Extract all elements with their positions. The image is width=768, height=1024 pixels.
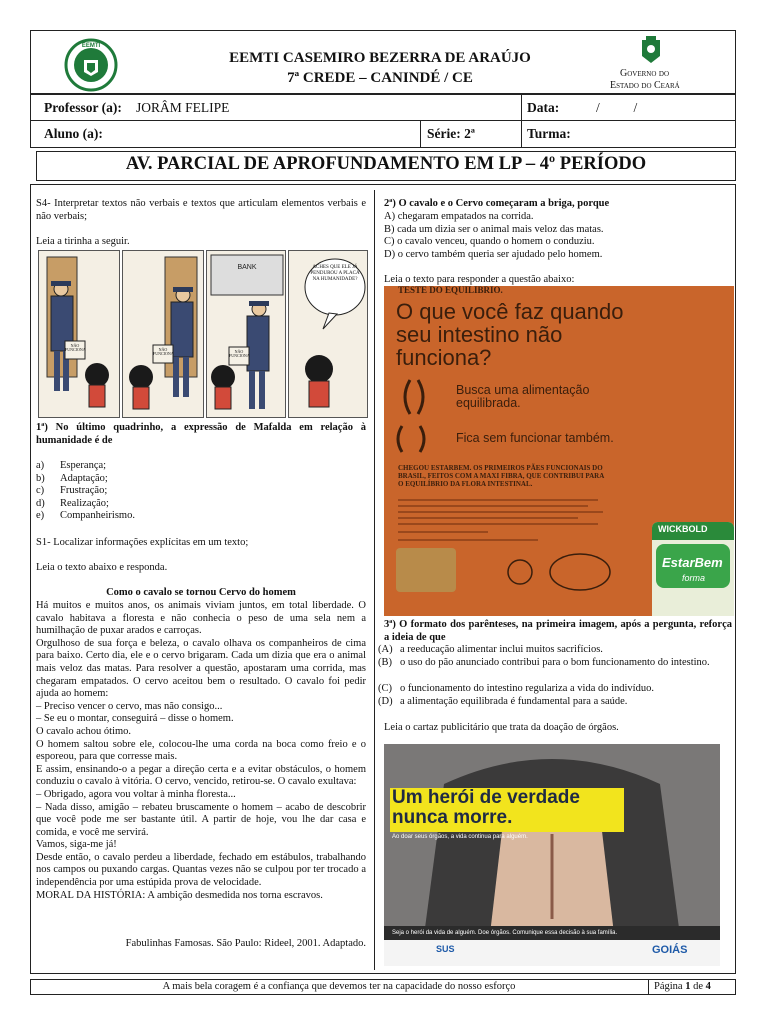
story-paragraph: Vamos, siga-me já! [36, 839, 117, 851]
ad1-fine-print [398, 496, 608, 544]
comic-speech-bubble: ACHES QUE ELE JÁ PENDUROU A PLACA NA HUMANIDADE? [310, 265, 360, 282]
ad1-chegou: CHEGOU ESTARBEM. OS PRIMEIROS PÃES FUNCIONAIS DO BRASIL, FEITOS COM A MAXI FIBRA, QUE CONTRIBUI PARA O EQUILÍBRIO DA FLORA INTESTINAL. [398, 464, 604, 488]
svg-text:BANK: BANK [237, 264, 257, 271]
date-label: Data: [527, 100, 560, 115]
story-paragraph: Há muitos e muitos anos, os animais viviam juntos, em total liberdade. O cavalo habitava a floresta e não conhecia o peso de uma sela nem a humilhação de puxar arados e carroças. [36, 600, 366, 637]
story-paragraph: – Nada disso, amigão – rebateu bruscamente o homem – acabo de descobrir que você pode me ser bastante útil. A partir de hoje, vou lhe dar casa e comida, e você me servirá. [36, 801, 366, 838]
ad1-product-sub: forma [682, 573, 706, 583]
comic-panel-4 [288, 250, 368, 418]
regional-office: 7ª CREDE – CANINDÉ / CE [287, 70, 473, 86]
question-2: 2ª) O cavalo e o Cervo começaram a briga, porque [384, 198, 610, 209]
option-letter: d) [36, 497, 45, 509]
form-divider-v1 [521, 94, 522, 148]
ad2-logo-goias: GOIÁS [652, 944, 688, 956]
question-1-option[interactable] [36, 473, 108, 484]
option-letter: e) [36, 510, 45, 521]
ad1-brand: WICKBOLD [658, 524, 708, 534]
ad1-option-1: Busca uma alimentação equilibrada. [456, 383, 590, 410]
question-3-option[interactable] [378, 696, 730, 709]
option-letter: b) [36, 472, 45, 484]
story-title: Como o cavalo se tornou Cervo do homem [106, 587, 296, 598]
ad1-stamp [502, 548, 612, 594]
page-total: 4 [705, 981, 711, 992]
option-letter: a) [36, 460, 45, 471]
question-1: 1ª) No último quadrinho, a expressão de Mafalda em relação à humanidade é de [36, 422, 366, 446]
option-text: Companheirismo. [60, 510, 135, 521]
question-3-option[interactable] [378, 683, 730, 696]
story-paragraph: Orgulhoso de sua força e beleza, o cavalo olhava os companheiros de cima para baixo. Certo dia, ele e o cervo brigaram. Cada um dizia que era o animal mais veloz das matas. Para resolver a questão, apostaram uma corrida, mas chegaram empatados. O cervo aceitou bem o resultado. O cavalo foi pedir ajuda ao homem: [36, 637, 366, 700]
professor-label: Professor (a): [44, 100, 122, 115]
ad2-headline-2: nunca morre. [392, 807, 513, 828]
option-text: Esperança; [60, 460, 107, 471]
question-1-option[interactable] [36, 485, 107, 496]
comic-sign-1: NÃO FUNCIONA [65, 343, 86, 353]
story-paragraph: Desde então, o cavalo perdeu a liberdade, fechado em estábulos, trabalhando nos campos ou puxando cargas. Quantas vezes não se culpou por ter trocado a independência por uma estúpida prova de velocidade. [36, 851, 366, 889]
question-1-option[interactable] [36, 498, 109, 509]
question-3-option[interactable] [378, 657, 730, 670]
question-2-option[interactable]: A) chegaram empatados na corrida. [384, 211, 534, 222]
option-text: Frustração; [60, 485, 108, 496]
mafalda-comic-strip [38, 250, 368, 418]
option-text: o uso do pão anunciado contribui para o bom funcionamento do intestino. [400, 657, 710, 668]
story-paragraph: O homem saltou sobre ele, colocou-lhe uma corda na boca como freio e o esporeou, para que corresse mais. [36, 738, 366, 763]
ad1-bread-image [396, 548, 456, 592]
instruction-ad2: Leia o cartaz publicitário que trata da doação de órgãos. [384, 722, 619, 733]
story-paragraph: MORAL DA HISTÓRIA: A ambição desmedida nos torna escravos. [36, 889, 323, 901]
instruction-comic: Leia a tirinha a seguir. [36, 236, 130, 247]
footer-quote: A mais bela coragem é a confiança que devemos ter na capacidade do nosso esforço [162, 981, 516, 992]
parenthesis-icon [394, 424, 428, 454]
option-letter: c) [36, 485, 45, 496]
comic-sign-2: NÃO FUNCIONA [153, 347, 174, 357]
page-indicator [654, 981, 711, 993]
option-letter: (A) [378, 644, 393, 655]
instruction-story: Leia o texto abaixo e responda. [36, 562, 168, 573]
professor-value: JORÂM FELIPE [136, 100, 230, 115]
ad1-headline: O que você faz quando seu intestino não funciona? [396, 299, 624, 370]
instruction-ad1: Leia o texto para responder a questão abaixo: [384, 274, 575, 285]
option-text: a alimentação equilibrada é fundamental para a saúde. [400, 696, 628, 707]
comic-panel-1 [38, 250, 120, 418]
ad1-option-2: Fica sem funcionar também. [456, 431, 614, 445]
ad1-product-package [652, 522, 734, 616]
question-1-option[interactable] [36, 510, 135, 521]
option-letter: (D) [378, 696, 393, 707]
form-divider [30, 120, 736, 121]
parenthesis-close-icon [412, 378, 434, 416]
story-paragraph: – Preciso vencer o cervo, mas não consigo... [36, 700, 223, 712]
footer-divider [648, 979, 649, 995]
question-2-option[interactable]: D) o cervo também queria ser ajudado pelo homem. [384, 248, 603, 260]
exam-title: AV. PARCIAL DE APROFUNDAMENTO EM LP – 4º PERÍODO [125, 154, 647, 174]
grade-label: Série: 2ª [427, 126, 475, 141]
story-paragraph: O cavalo achou ótimo. [36, 725, 132, 737]
question-2-option[interactable]: B) cada um dizia ser o animal mais veloz das matas. [384, 223, 604, 235]
story-paragraph: – Se eu o montar, conseguirá – disse o homem. [36, 713, 234, 725]
gov-line-1: Governo do [620, 68, 669, 79]
descriptor-s1: S1- Localizar informações explícitas em um texto; [36, 537, 249, 548]
ad2-logo-sus: SUS [436, 944, 455, 954]
page-number: 1 [685, 981, 691, 992]
ad1-header: TESTE DO EQUILÍBRIO. [398, 286, 503, 295]
class-label: Turma: [527, 126, 571, 141]
option-text: a reeducação alimentar inclui muitos sacrifícios. [400, 644, 603, 655]
ad2-headline-1: Um herói de verdade [392, 787, 580, 808]
option-text: Realização; [60, 497, 109, 509]
option-letter: (C) [378, 683, 392, 694]
school-logo [60, 38, 122, 92]
column-divider [374, 190, 375, 970]
ad2-subline: Ao doar seus órgãos, a vida continua para alguém. [392, 834, 528, 840]
page-of: de [693, 981, 703, 992]
question-2-option[interactable]: C) o cavalo venceu, quando o homem o conduziu. [384, 236, 595, 247]
comic-panel-3 [206, 250, 286, 418]
student-label: Aluno (a): [44, 126, 103, 141]
question-3-option[interactable] [378, 644, 730, 657]
gov-line-2: Estado do Ceará [610, 80, 680, 91]
svg-text:EEMTI: EEMTI [81, 43, 101, 49]
school-name: EEMTI CASEMIRO BEZERRA DE ARAÚJO [229, 50, 531, 66]
page-prefix: Página [654, 981, 683, 992]
ad1-product-name: EstarBem [662, 555, 723, 570]
option-text: o funcionamento do intestino regulariza a vida do indivíduo. [400, 683, 654, 694]
comic-panel-2 [122, 250, 204, 418]
organ-donation-poster [384, 744, 720, 966]
bread-advertisement [384, 286, 734, 616]
question-3: 3ª) O formato dos parênteses, na primeira imagem, após a pergunta, reforça a ideia de que [384, 619, 732, 643]
date-field[interactable]: / / [596, 100, 638, 115]
option-letter: (B) [378, 657, 392, 668]
descriptor-s4: S4- Interpretar textos não verbais e textos que articulam elementos verbais e não verbais; [36, 198, 366, 222]
ad2-footer: Seja o herói da vida de alguém. Doe órgãos. Comunique essa decisão à sua família. [392, 930, 618, 936]
story-paragraph: E assim, ensinando-o a pegar a direção certa e a evitar obstáculos, o homem conduziu o cavalo à vitória. O cervo, vencido, retirou-se. O cavalo exultava: [36, 763, 366, 788]
story-source: Fabulinhas Famosas. São Paulo: Rideel, 2001. Adaptado. [125, 938, 366, 949]
form-divider-v2 [420, 120, 421, 148]
story-text [36, 600, 366, 902]
comic-sign-3: NÃO FUNCIONA [229, 349, 250, 359]
question-1-option[interactable] [36, 460, 106, 471]
option-text: Adaptação; [60, 472, 108, 484]
story-paragraph: – Obrigado, agora vou voltar à minha floresta... [36, 788, 236, 800]
